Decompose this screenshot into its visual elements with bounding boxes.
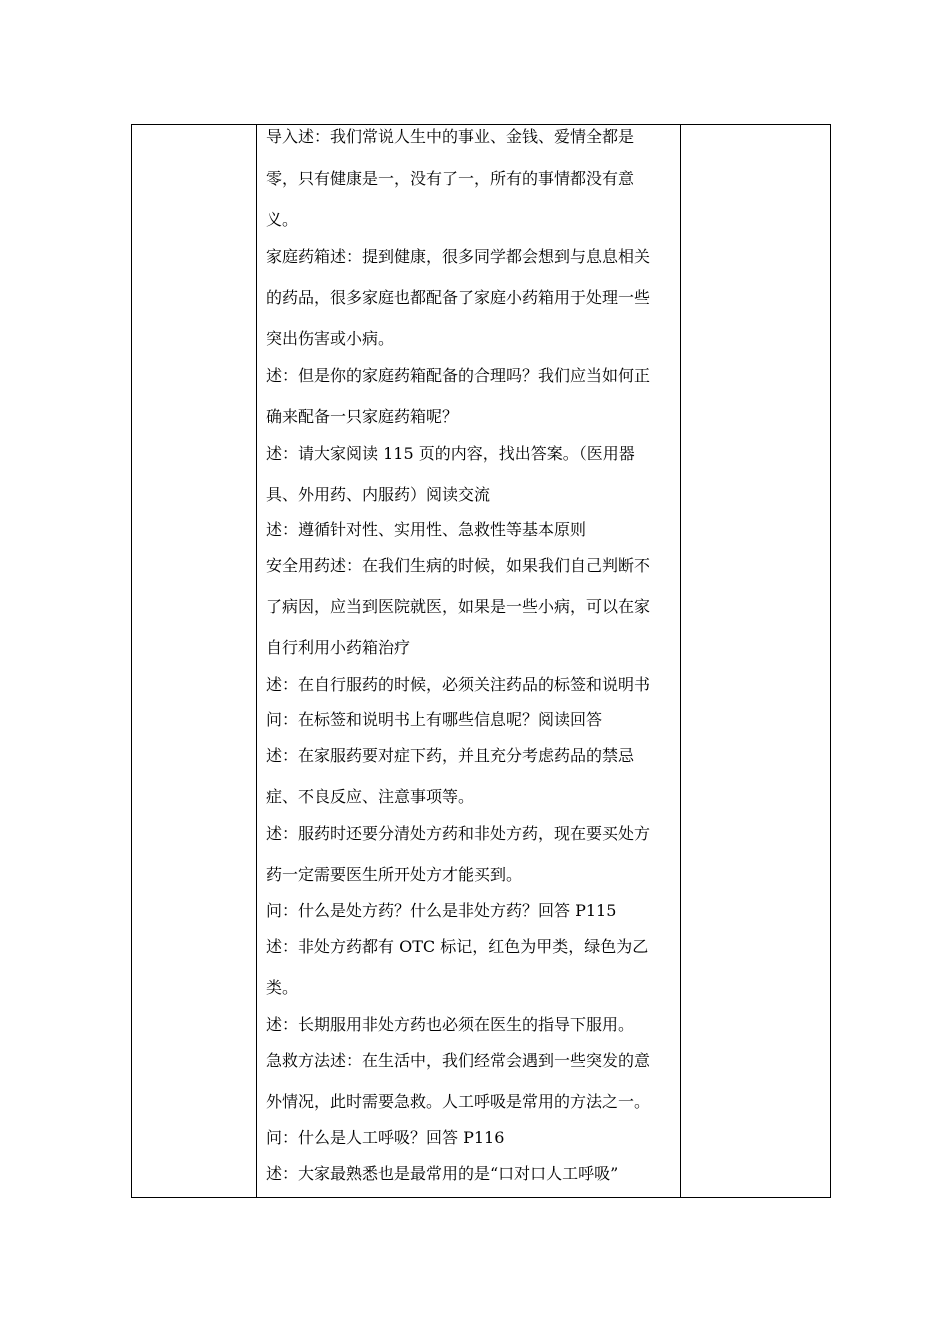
- text-line: 的药品，很多家庭也都配备了家庭小药箱用于处理一些: [266, 288, 651, 307]
- text-line: 述：长期服用非处方药也必须在医生的指导下服用。: [266, 1015, 635, 1034]
- text-line: 零，只有健康是一，没有了一，所有的事情都没有意: [266, 169, 635, 188]
- text-line: 外情况，此时需要急救。人工呼吸是常用的方法之一。: [266, 1092, 651, 1111]
- text-line: 问：在标签和说明书上有哪些信息呢？阅读回答: [266, 710, 603, 729]
- text-line: 具、外用药、内服药）阅读交流: [266, 485, 491, 504]
- left-cell: [132, 125, 257, 1198]
- text-line: 述：非处方药都有 OTC 标记，红色为甲类，绿色为乙: [266, 937, 649, 956]
- text-line: 述：遵循针对性、实用性、急救性等基本原则: [266, 520, 587, 539]
- text-line: 问：什么是处方药？什么是非处方药？回答 P115: [266, 901, 617, 920]
- content-cell: [257, 125, 681, 1198]
- text-line: 类。: [266, 978, 299, 997]
- text-line: 问：什么是人工呼吸？回答 P116: [266, 1128, 505, 1147]
- table-row: [132, 125, 831, 1198]
- lesson-table: [131, 124, 831, 1198]
- text-line: 家庭药箱述：提到健康，很多同学都会想到与息息相关: [266, 247, 651, 266]
- text-line: 了病因，应当到医院就医，如果是一些小病，可以在家: [266, 597, 651, 616]
- content-lines: [257, 125, 680, 1197]
- text-line: 确来配备一只家庭药箱呢？: [266, 407, 459, 426]
- text-line: 述：在家服药要对症下药，并且充分考虑药品的禁忌: [266, 746, 635, 765]
- text-line: 述：但是你的家庭药箱配备的合理吗？我们应当如何正: [266, 366, 651, 385]
- text-line: 述：在自行服药的时候，必须关注药品的标签和说明书: [266, 675, 651, 694]
- right-cell: [681, 125, 831, 1198]
- text-line: 突出伤害或小病。: [266, 329, 395, 348]
- text-line: 述：大家最熟悉也是最常用的是“口对口人工呼吸”: [266, 1164, 619, 1183]
- text-line: 义。: [266, 210, 299, 229]
- text-line: 自行利用小药箱治疗: [266, 638, 411, 657]
- text-line: 述：请大家阅读 115 页的内容，找出答案。（医用器: [266, 444, 635, 463]
- text-line: 导入述：我们常说人生中的事业、金钱、爱情全都是: [266, 127, 635, 146]
- text-line: 症、不良反应、注意事项等。: [266, 787, 475, 806]
- text-line: 安全用药述：在我们生病的时候，如果我们自己判断不: [266, 556, 651, 575]
- text-line: 药一定需要医生所开处方才能买到。: [266, 865, 523, 884]
- text-line: 述：服药时还要分清处方药和非处方药，现在要买处方: [266, 824, 651, 843]
- text-line: 急救方法述：在生活中，我们经常会遇到一些突发的意: [266, 1051, 651, 1070]
